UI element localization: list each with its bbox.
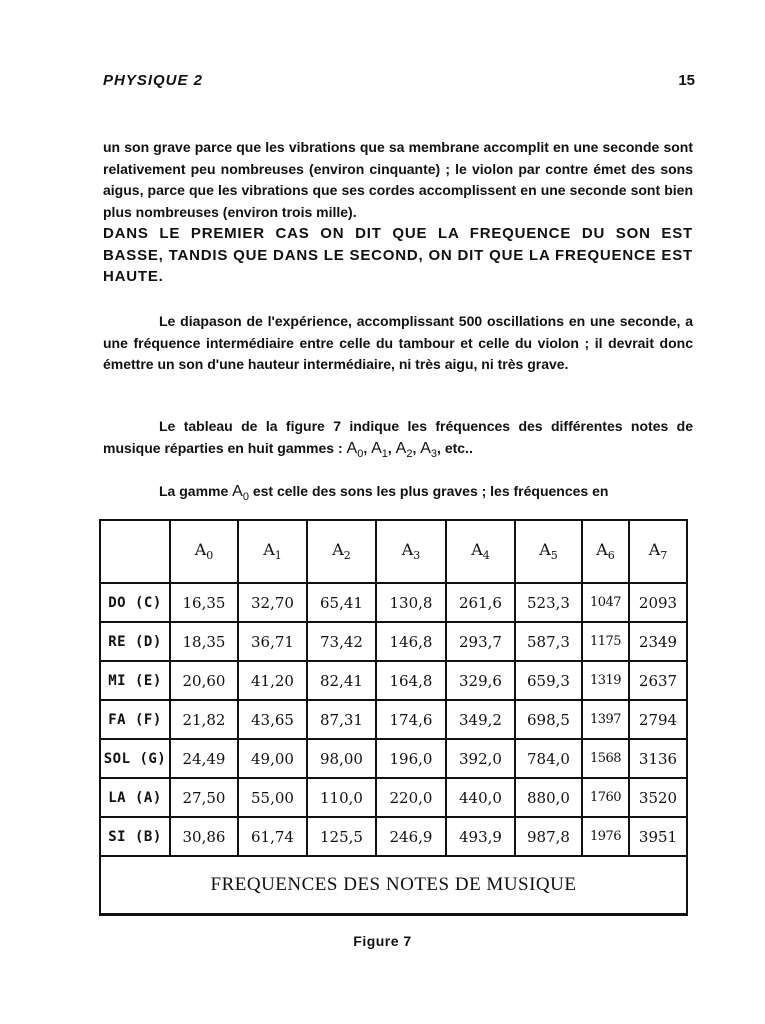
table-cell: 293,7	[446, 622, 515, 661]
table-cell: 329,6	[446, 661, 515, 700]
paragraph-1-caps: DANS LE PREMIER CAS ON DIT QUE LA FREQUENCE DU SON EST BASSE, TANDIS QUE DANS LE SECOND, ON DIT QUE LA FREQUENCE EST HAUTE.	[103, 225, 693, 285]
table-cell: 174,6	[376, 700, 446, 739]
table-cell: 41,20	[238, 661, 307, 700]
table-cell: 784,0	[515, 739, 582, 778]
table-cell: 698,5	[515, 700, 582, 739]
table-cell: 24,49	[170, 739, 238, 778]
table-cell: 164,8	[376, 661, 446, 700]
table-cell: 65,41	[307, 583, 376, 622]
note-label: SOL (G)	[100, 739, 170, 778]
column-header: $A_2$	[307, 520, 376, 583]
table-row	[100, 739, 687, 778]
table-cell: 440,0	[446, 778, 515, 817]
column-header: $A_6$	[582, 520, 629, 583]
table-row	[100, 661, 687, 700]
column-header: $A_7$	[629, 520, 687, 583]
table-caption-row	[100, 856, 687, 915]
frequency-table-wrap	[99, 519, 686, 921]
table-cell: 21,82	[170, 700, 238, 739]
table-cell: 2794	[629, 700, 687, 739]
table-cell: 392,0	[446, 739, 515, 778]
table-cell: 20,60	[170, 661, 238, 700]
table-cell: 1976	[582, 817, 629, 856]
paragraph-4	[159, 481, 699, 509]
scale-a2: $A_2$	[395, 439, 413, 460]
table-cell: 1568	[582, 739, 629, 778]
figure-label: Figure 7	[353, 933, 412, 949]
table-header-row	[100, 520, 687, 583]
table-cell: 587,3	[515, 622, 582, 661]
table-cell: 493,9	[446, 817, 515, 856]
table-cell: 130,8	[376, 583, 446, 622]
page-number: 15	[678, 72, 695, 89]
table-cell: 32,70	[238, 583, 307, 622]
table-cell: 3951	[629, 817, 687, 856]
column-header: $A_0$	[170, 520, 238, 583]
scale-a0-inline: $A_0$	[232, 483, 249, 504]
note-label: DO (C)	[100, 583, 170, 622]
table-cell: 55,00	[238, 778, 307, 817]
table-cell: 246,9	[376, 817, 446, 856]
paragraph-4-after: est celle des sons les plus graves ; les fréquences en	[252, 483, 609, 499]
table-cell: 30,86	[170, 817, 238, 856]
header-corner-cell	[100, 520, 170, 583]
table-cell: 2349	[629, 622, 687, 661]
table-cell: 82,41	[307, 661, 376, 700]
table-cell: 523,3	[515, 583, 582, 622]
table-row	[100, 817, 687, 856]
frequency-table	[99, 519, 688, 916]
table-cell: 73,42	[307, 622, 376, 661]
table-cell: 18,35	[170, 622, 238, 661]
note-label: SI (B)	[100, 817, 170, 856]
table-cell: 2093	[629, 583, 687, 622]
table-cell: 1175	[582, 622, 629, 661]
table-cell: 110,0	[307, 778, 376, 817]
table-cell: 87,31	[307, 700, 376, 739]
table-cell: 1397	[582, 700, 629, 739]
column-header: $A_3$	[376, 520, 446, 583]
paragraph-3: Le tableau de la figure 7 indique les fréquences des différentes notes de musique réparties en huit gammes : $A_0$, $A_1$, $A_2$, $A_3$, etc..	[103, 418, 693, 460]
table-cell: 349,2	[446, 700, 515, 739]
scale-a0: $A_0$	[346, 439, 364, 460]
table-cell: 1760	[582, 778, 629, 817]
book-title: PHYSIQUE 2	[103, 72, 204, 89]
note-label: MI (E)	[100, 661, 170, 700]
table-cell: 3136	[629, 739, 687, 778]
column-header: $A_4$	[446, 520, 515, 583]
paragraph-2: Le diapason de l'expérience, accomplissant 500 oscillations en une seconde, a une fréquence intermédiaire entre celle du tambour et celle du violon ; il devrait donc émettre un son d'une hauteur intermédiaire, ni très aigu, ni très grave.	[103, 313, 693, 372]
table-cell: 1319	[582, 661, 629, 700]
paragraph-4-before: La gamme	[159, 483, 229, 499]
table-cell: 1047	[582, 583, 629, 622]
table-row	[100, 700, 687, 739]
paragraph-3-text: Le tableau de la figure 7 indique les fréquences des différentes notes de musique réparties en huit gammes :	[103, 418, 693, 456]
table-cell: 196,0	[376, 739, 446, 778]
page-header	[103, 72, 695, 96]
table-cell: 36,71	[238, 622, 307, 661]
table-cell: 125,5	[307, 817, 376, 856]
note-label: LA (A)	[100, 778, 170, 817]
table-cell: 146,8	[376, 622, 446, 661]
table-cell: 27,50	[170, 778, 238, 817]
column-header: $A_1$	[238, 520, 307, 583]
table-cell: 61,74	[238, 817, 307, 856]
scale-a3: $A_3$	[420, 439, 438, 460]
table-cell: 2637	[629, 661, 687, 700]
paragraph-1	[103, 137, 693, 288]
table-caption: FREQUENCES DES NOTES DE MUSIQUE	[100, 856, 687, 915]
table-row	[100, 778, 687, 817]
column-header: $A_5$	[515, 520, 582, 583]
table-cell: 49,00	[238, 739, 307, 778]
table-cell: 987,8	[515, 817, 582, 856]
table-cell: 659,3	[515, 661, 582, 700]
table-cell: 220,0	[376, 778, 446, 817]
note-label: FA (F)	[100, 700, 170, 739]
table-cell: 880,0	[515, 778, 582, 817]
table-row	[100, 622, 687, 661]
scale-a1: $A_1$	[371, 439, 388, 460]
table-cell: 261,6	[446, 583, 515, 622]
paragraph-3-end: , etc..	[437, 439, 473, 456]
note-label: RE (D)	[100, 622, 170, 661]
table-cell: 16,35	[170, 583, 238, 622]
table-cell: 43,65	[238, 700, 307, 739]
table-cell: 98,00	[307, 739, 376, 778]
paragraph-1-text: un son grave parce que les vibrations que sa membrane accomplit en une seconde sont relativement peu nombreuses (environ cinquante) ; le violon par contre émet des sons aigus, parce que les vibrations que ses cordes accomplissent en une seconde sont bien plus nombreuses (environ trois mille).	[103, 139, 693, 220]
table-cell: 3520	[629, 778, 687, 817]
table-row	[100, 583, 687, 622]
